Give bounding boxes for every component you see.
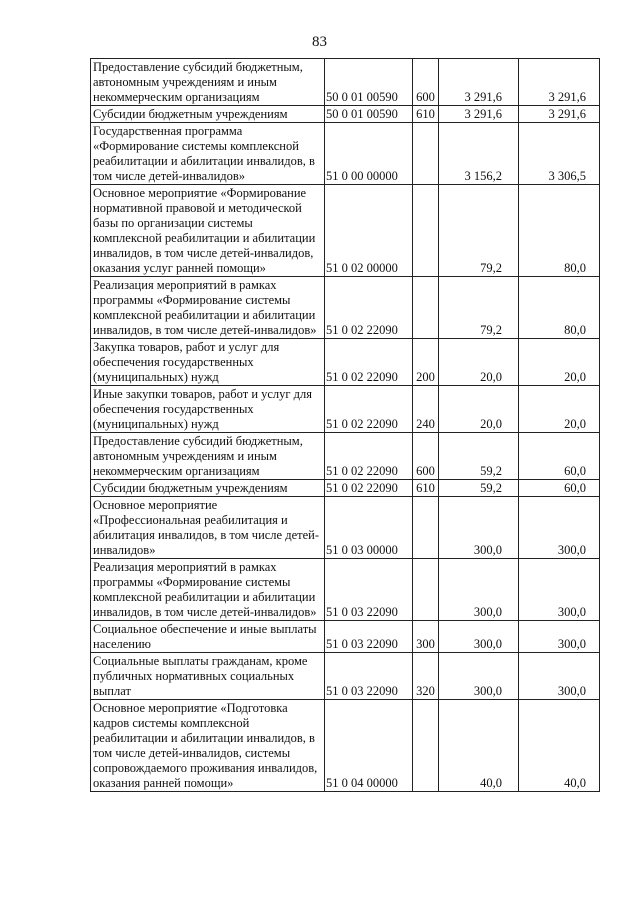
row-name-cell: Иные закупки товаров, работ и услуг для обеспечения государственных (муниципальных) нужд [91, 386, 325, 433]
row-code-cell: 51 0 03 22090 [325, 653, 413, 700]
row-sum-2023-cell: 3 156,2 [439, 123, 519, 185]
row-expense-type-cell: 610 [413, 480, 439, 497]
row-code-cell: 51 0 02 00000 [325, 185, 413, 277]
row-code-cell: 51 0 00 00000 [325, 123, 413, 185]
row-name-cell: Государственная программа «Формирование системы комплексной реабилитации и абилитации инвалидов, в том числе детей-инвалидов» [91, 123, 325, 185]
table-row [91, 339, 600, 386]
row-name-cell: Реализация мероприятий в рамках программы «Формирование системы комплексной реабилитации и абилитации инвалидов, в том числе детей-инвалидов» [91, 559, 325, 621]
row-sum-2023-cell: 79,2 [439, 185, 519, 277]
row-code-cell: 50 0 01 00590 [325, 59, 413, 106]
row-code-cell: 51 0 02 22090 [325, 480, 413, 497]
page-number: 83 [312, 34, 327, 50]
row-sum-2023-cell: 59,2 [439, 480, 519, 497]
row-expense-type-cell: 200 [413, 339, 439, 386]
row-code-cell: 51 0 03 22090 [325, 621, 413, 653]
row-expense-type-cell [413, 185, 439, 277]
row-code-cell: 51 0 02 22090 [325, 277, 413, 339]
row-code-cell: 51 0 03 22090 [325, 559, 413, 621]
row-sum-2023-cell: 20,0 [439, 339, 519, 386]
row-name-cell: Субсидии бюджетным учреждениям [91, 480, 325, 497]
row-sum-2024-cell: 60,0 [519, 480, 600, 497]
row-sum-2024-cell: 300,0 [519, 497, 600, 559]
row-sum-2024-cell: 40,0 [519, 700, 600, 792]
budget-table [90, 58, 600, 792]
table-row [91, 106, 600, 123]
row-expense-type-cell [413, 123, 439, 185]
row-code-cell: 51 0 02 22090 [325, 386, 413, 433]
table-row [91, 277, 600, 339]
row-sum-2024-cell: 80,0 [519, 185, 600, 277]
row-sum-2023-cell: 79,2 [439, 277, 519, 339]
row-sum-2024-cell: 80,0 [519, 277, 600, 339]
row-name-cell: Социальное обеспечение и иные выплаты населению [91, 621, 325, 653]
table-row [91, 621, 600, 653]
row-name-cell: Закупка товаров, работ и услуг для обеспечения государственных (муниципальных) нужд [91, 339, 325, 386]
row-expense-type-cell: 600 [413, 59, 439, 106]
table-row [91, 123, 600, 185]
row-name-cell: Основное мероприятие «Профессиональная реабилитация и абилитация инвалидов, в том числе детей-инвалидов» [91, 497, 325, 559]
row-sum-2023-cell: 59,2 [439, 433, 519, 480]
row-sum-2024-cell: 20,0 [519, 386, 600, 433]
row-sum-2024-cell: 300,0 [519, 653, 600, 700]
row-name-cell: Реализация мероприятий в рамках программы «Формирование системы комплексной реабилитации и абилитации инвалидов, в том числе детей-инвалидов» [91, 277, 325, 339]
row-sum-2024-cell: 20,0 [519, 339, 600, 386]
row-sum-2024-cell: 60,0 [519, 433, 600, 480]
row-sum-2024-cell: 3 291,6 [519, 59, 600, 106]
row-code-cell: 51 0 02 22090 [325, 433, 413, 480]
table-row [91, 559, 600, 621]
row-expense-type-cell: 240 [413, 386, 439, 433]
table-row [91, 185, 600, 277]
row-name-cell: Предоставление субсидий бюджетным, автономным учреждениям и иным некоммерческим организациям [91, 433, 325, 480]
row-name-cell: Субсидии бюджетным учреждениям [91, 106, 325, 123]
row-sum-2023-cell: 300,0 [439, 559, 519, 621]
row-sum-2024-cell: 3 306,5 [519, 123, 600, 185]
row-sum-2023-cell: 3 291,6 [439, 106, 519, 123]
row-sum-2023-cell: 40,0 [439, 700, 519, 792]
row-expense-type-cell: 600 [413, 433, 439, 480]
row-sum-2023-cell: 300,0 [439, 621, 519, 653]
row-code-cell: 50 0 01 00590 [325, 106, 413, 123]
row-expense-type-cell [413, 700, 439, 792]
row-code-cell: 51 0 02 22090 [325, 339, 413, 386]
row-sum-2024-cell: 300,0 [519, 621, 600, 653]
row-code-cell: 51 0 04 00000 [325, 700, 413, 792]
table-row [91, 386, 600, 433]
row-name-cell: Социальные выплаты гражданам, кроме публичных нормативных социальных выплат [91, 653, 325, 700]
row-expense-type-cell [413, 559, 439, 621]
row-sum-2023-cell: 3 291,6 [439, 59, 519, 106]
table-row [91, 433, 600, 480]
table-row [91, 700, 600, 792]
table-row [91, 59, 600, 106]
row-name-cell: Основное мероприятие «Формирование нормативной правовой и методической базы по организации системы комплексной реабилитации и абилитации инвалидов, в том числе детей-инвалидов, оказания услуг ранней помощи» [91, 185, 325, 277]
row-sum-2023-cell: 20,0 [439, 386, 519, 433]
row-sum-2024-cell: 300,0 [519, 559, 600, 621]
row-code-cell: 51 0 03 00000 [325, 497, 413, 559]
row-expense-type-cell: 320 [413, 653, 439, 700]
row-sum-2023-cell: 300,0 [439, 653, 519, 700]
row-name-cell: Основное мероприятие «Подготовка кадров системы комплексной реабилитации и абилитации инвалидов, в том числе детей-инвалидов, системы сопровождаемого проживания инвалидов, оказания ранней помощи» [91, 700, 325, 792]
row-name-cell: Предоставление субсидий бюджетным, автономным учреждениям и иным некоммерческим организациям [91, 59, 325, 106]
row-expense-type-cell: 300 [413, 621, 439, 653]
row-sum-2023-cell: 300,0 [439, 497, 519, 559]
row-expense-type-cell [413, 277, 439, 339]
table-row [91, 653, 600, 700]
row-expense-type-cell: 610 [413, 106, 439, 123]
table-row [91, 497, 600, 559]
row-expense-type-cell [413, 497, 439, 559]
table-row [91, 480, 600, 497]
budget-table-body [91, 59, 600, 792]
row-sum-2024-cell: 3 291,6 [519, 106, 600, 123]
